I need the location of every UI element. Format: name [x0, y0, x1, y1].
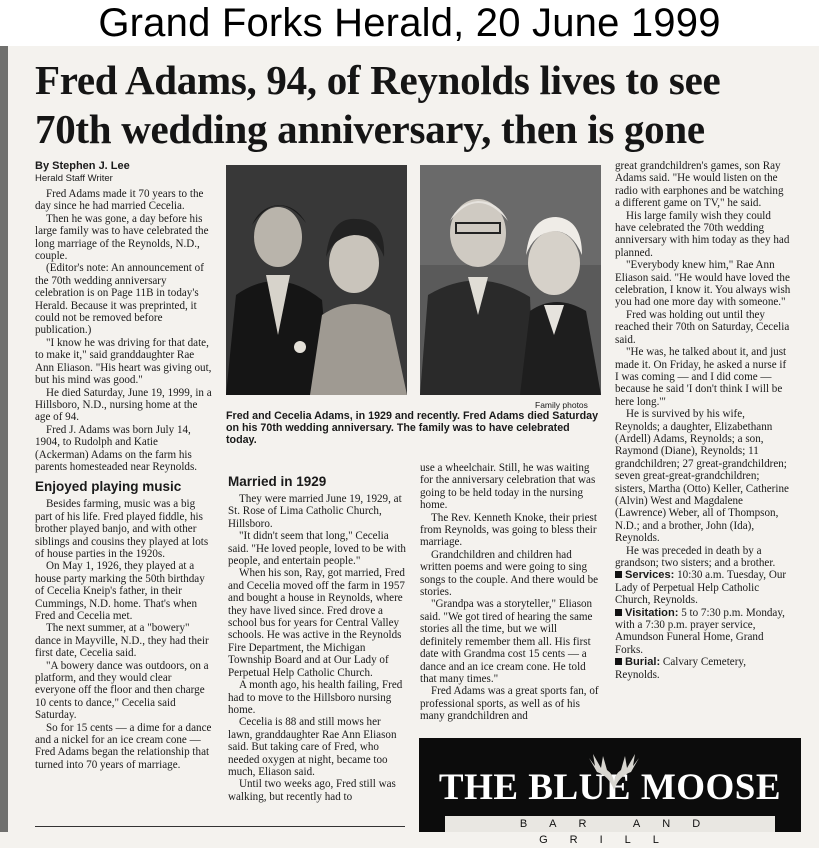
photo-caption: Fred and Cecelia Adams, in 1929 and recently. Fred Adams died Saturday on his 70th wedding anniversary. The family was to have celebrated today. — [226, 410, 599, 446]
paragraph: So for 15 cents — a dime for a dance and a nickel for an ice cream cone — Fred Adams began the relationship that turned into 70 years of marriage. — [35, 721, 212, 771]
paragraph: "A bowery dance was outdoors, on a platform, and they would clear everyone off the floor and then charge 10 cents to dance," Cecelia said Saturday. — [35, 659, 209, 722]
paragraph: Cecelia is 88 and still mows her lawn, granddaughter Rae Ann Eliason said. But taking care of Fred, who needed oxygen at night, became too much, Eliason said. — [228, 716, 397, 778]
subhead-enjoyed-playing-music: Enjoyed playing music — [35, 479, 182, 495]
paragraph: His large family wish they could have celebrated the 70th wedding anniversary with him today as they had planned. — [615, 209, 790, 259]
visitation-label: Visitation: — [625, 606, 679, 619]
paragraph: The next summer, at a "bowery" dance in Mayville, N.D., they had their first date, Cecelia said. — [35, 622, 209, 660]
paragraph: He died Saturday, June 19, 1999, in a Hillsboro, N.D., nursing home at the age of 94. — [35, 386, 212, 424]
article-column-2 — [228, 472, 406, 803]
byline-role: Herald Staff Writer — [35, 173, 113, 184]
paragraph: Fred was holding out until they reached their 70th on Saturday, Cecelia said. — [615, 308, 790, 346]
burial-notice — [615, 656, 791, 681]
paragraph: Fred Adams was a great sports fan, of professional sports, as well as of his many grandchildren and — [420, 685, 599, 723]
paragraph: "Grandpa was a storyteller," Eliason said. "We got tired of hearing the same stories all the time, but we will definitely remember them all. His first date with Grandma cost 15 cents — a dance and an ice cream cone. He told that many times." — [420, 598, 593, 685]
paragraph: "I know he was driving for that date, to make it," said granddaughter Rae Ann Eliason. "His heart was giving out, but his mind was good." — [35, 336, 212, 387]
paragraph: Besides farming, music was a big part of his life. Fred played fiddle, his brother played banjo, and with other siblings and cousins they played at lots of house parties in the 1920s. — [35, 498, 209, 560]
paragraph: Then he was gone, a day before his large family was to have celebrated the long marriage of the Reynolds, N.D., couple. — [35, 212, 209, 263]
bullet-square-icon — [615, 571, 622, 578]
photo-1929-image — [226, 165, 407, 395]
paragraph: He is survived by his wife, Reynolds; a daughter, Elizabethann (Ardell) Adams, Reynolds; a son, Raymond (Diane), Reynolds; 11 grandchildren; 27 great-grandchildren; seven great-great-grandchildren; sisters, Martha (Otto) Keller, Catherine (Alvin) West and Magdalene (Lawrence) Weber, all of Thompson, N.D.; and a brother, John (Ida), Reynolds. — [615, 408, 789, 545]
article-headline: Fred Adams, 94, of Reynolds lives to see 70th wedding anniversary, then is gone — [35, 57, 721, 152]
photo-recent-couple — [420, 165, 601, 395]
bullet-square-icon — [615, 658, 622, 665]
paragraph: Fred J. Adams was born July 14, 1904, to Rudolph and Katie (Ackerman) Adams on the farm his parents homesteaded near Reynolds. — [35, 423, 198, 473]
ad-business-name: THE BLUE MOOSE — [438, 767, 782, 808]
byline: By Stephen J. Lee — [35, 160, 130, 172]
page-edge-rule — [0, 46, 8, 832]
paragraph: Fred Adams made it 70 years to the day since he had married Cecelia. — [35, 188, 204, 213]
paragraph: Grandchildren and children had written poems and were going to sing songs to the couple. And there would be stories. — [420, 548, 599, 599]
paragraph: When his son, Ray, got married, Fred and Cecelia moved off the farm in 1957 and bought a house in Reynolds, where they have lived since. Fred drove a school bus for years for Central Valley schools. He was active in the Reynolds Fire Department, the Michigan Township Board and at Our Lady of Perpetual Help Catholic Church. — [228, 567, 405, 679]
moose-antlers-icon — [579, 752, 649, 792]
visitation-notice — [615, 607, 791, 657]
paragraph: The Rev. Kenneth Knoke, their priest from Reynolds, was going to bless their marriage. — [420, 511, 597, 549]
article-column-3 — [420, 462, 602, 723]
bullet-square-icon — [615, 609, 622, 616]
paragraph: A month ago, his health failing, Fred had to move to the Hillsboro nursing home. — [228, 679, 403, 716]
paragraph: Until two weeks ago, Fred still was walking, but recently had to — [228, 778, 396, 803]
photo-1929-couple — [226, 165, 407, 395]
burial-label: Burial: — [625, 656, 661, 669]
blue-moose-advertisement — [419, 738, 801, 846]
photo-credit: Family photos — [535, 400, 588, 410]
paragraph: "It didn't seem that long," Cecelia said. "He loved people, loved to be with people, and entertain people." — [228, 530, 406, 568]
subhead-married-in-1929: Married in 1929 — [228, 474, 327, 489]
article-column-4 — [615, 160, 791, 681]
paragraph: They were married June 19, 1929, at St. Rose of Lima Catholic Church, Hillsboro. — [228, 493, 402, 530]
services-notice — [615, 569, 791, 606]
paragraph: "He was, he talked about it, and just made it. On Friday, he asked a nurse if I was coming — and I did come — because he said 'I don't think I will be here long.'" — [615, 346, 787, 408]
paragraph: "Everybody knew him," Rae Ann Eliason said. "He would have loved the celebration, I know it. You always wish you had one more day with someone." — [615, 259, 791, 309]
paragraph: (Editor's note: An announcement of the 70th wedding anniversary celebration is on Page 11B in today's Herald. Because it was preprinted, it could not be removed before publication.) — [35, 262, 204, 337]
page-banner-title: Grand Forks Herald, 20 June 1999 — [0, 0, 819, 46]
article-column-1 — [35, 160, 213, 771]
photo-recent-image — [420, 165, 601, 395]
visitation-text: 5 to 7:30 p.m. Monday, with a 7:30 p.m. prayer service, Amundson Funeral Home, Grand Forks. — [615, 606, 785, 656]
burial-text: Calvary Cemetery, Reynolds. — [615, 656, 746, 681]
column-bottom-rule — [35, 826, 405, 827]
ad-tagline: BAR AND GRILL — [445, 816, 775, 832]
services-label: Services: — [625, 569, 675, 582]
paragraph: use a wheelchair. Still, he was waiting for the anniversary celebration that was going to be held today in the nursing home. — [420, 462, 596, 512]
paragraph: He was preceded in death by a grandson; two sisters; and a brother. — [615, 544, 776, 569]
paragraph: On May 1, 1926, they played at a house party marking the 50th birthday of Cecelia Kneip's father, in their Cummings, N.D. home. That's when Fred and Cecelia met. — [35, 560, 205, 622]
paragraph: great grandchildren's games, son Ray Adams said. "He would listen on the radio with earphones and be watching a different game on TV," he said. — [615, 160, 784, 210]
services-text: 10:30 a.m. Tuesday, Our Lady of Perpetual Help Catholic Church, Reynolds. — [615, 569, 787, 607]
